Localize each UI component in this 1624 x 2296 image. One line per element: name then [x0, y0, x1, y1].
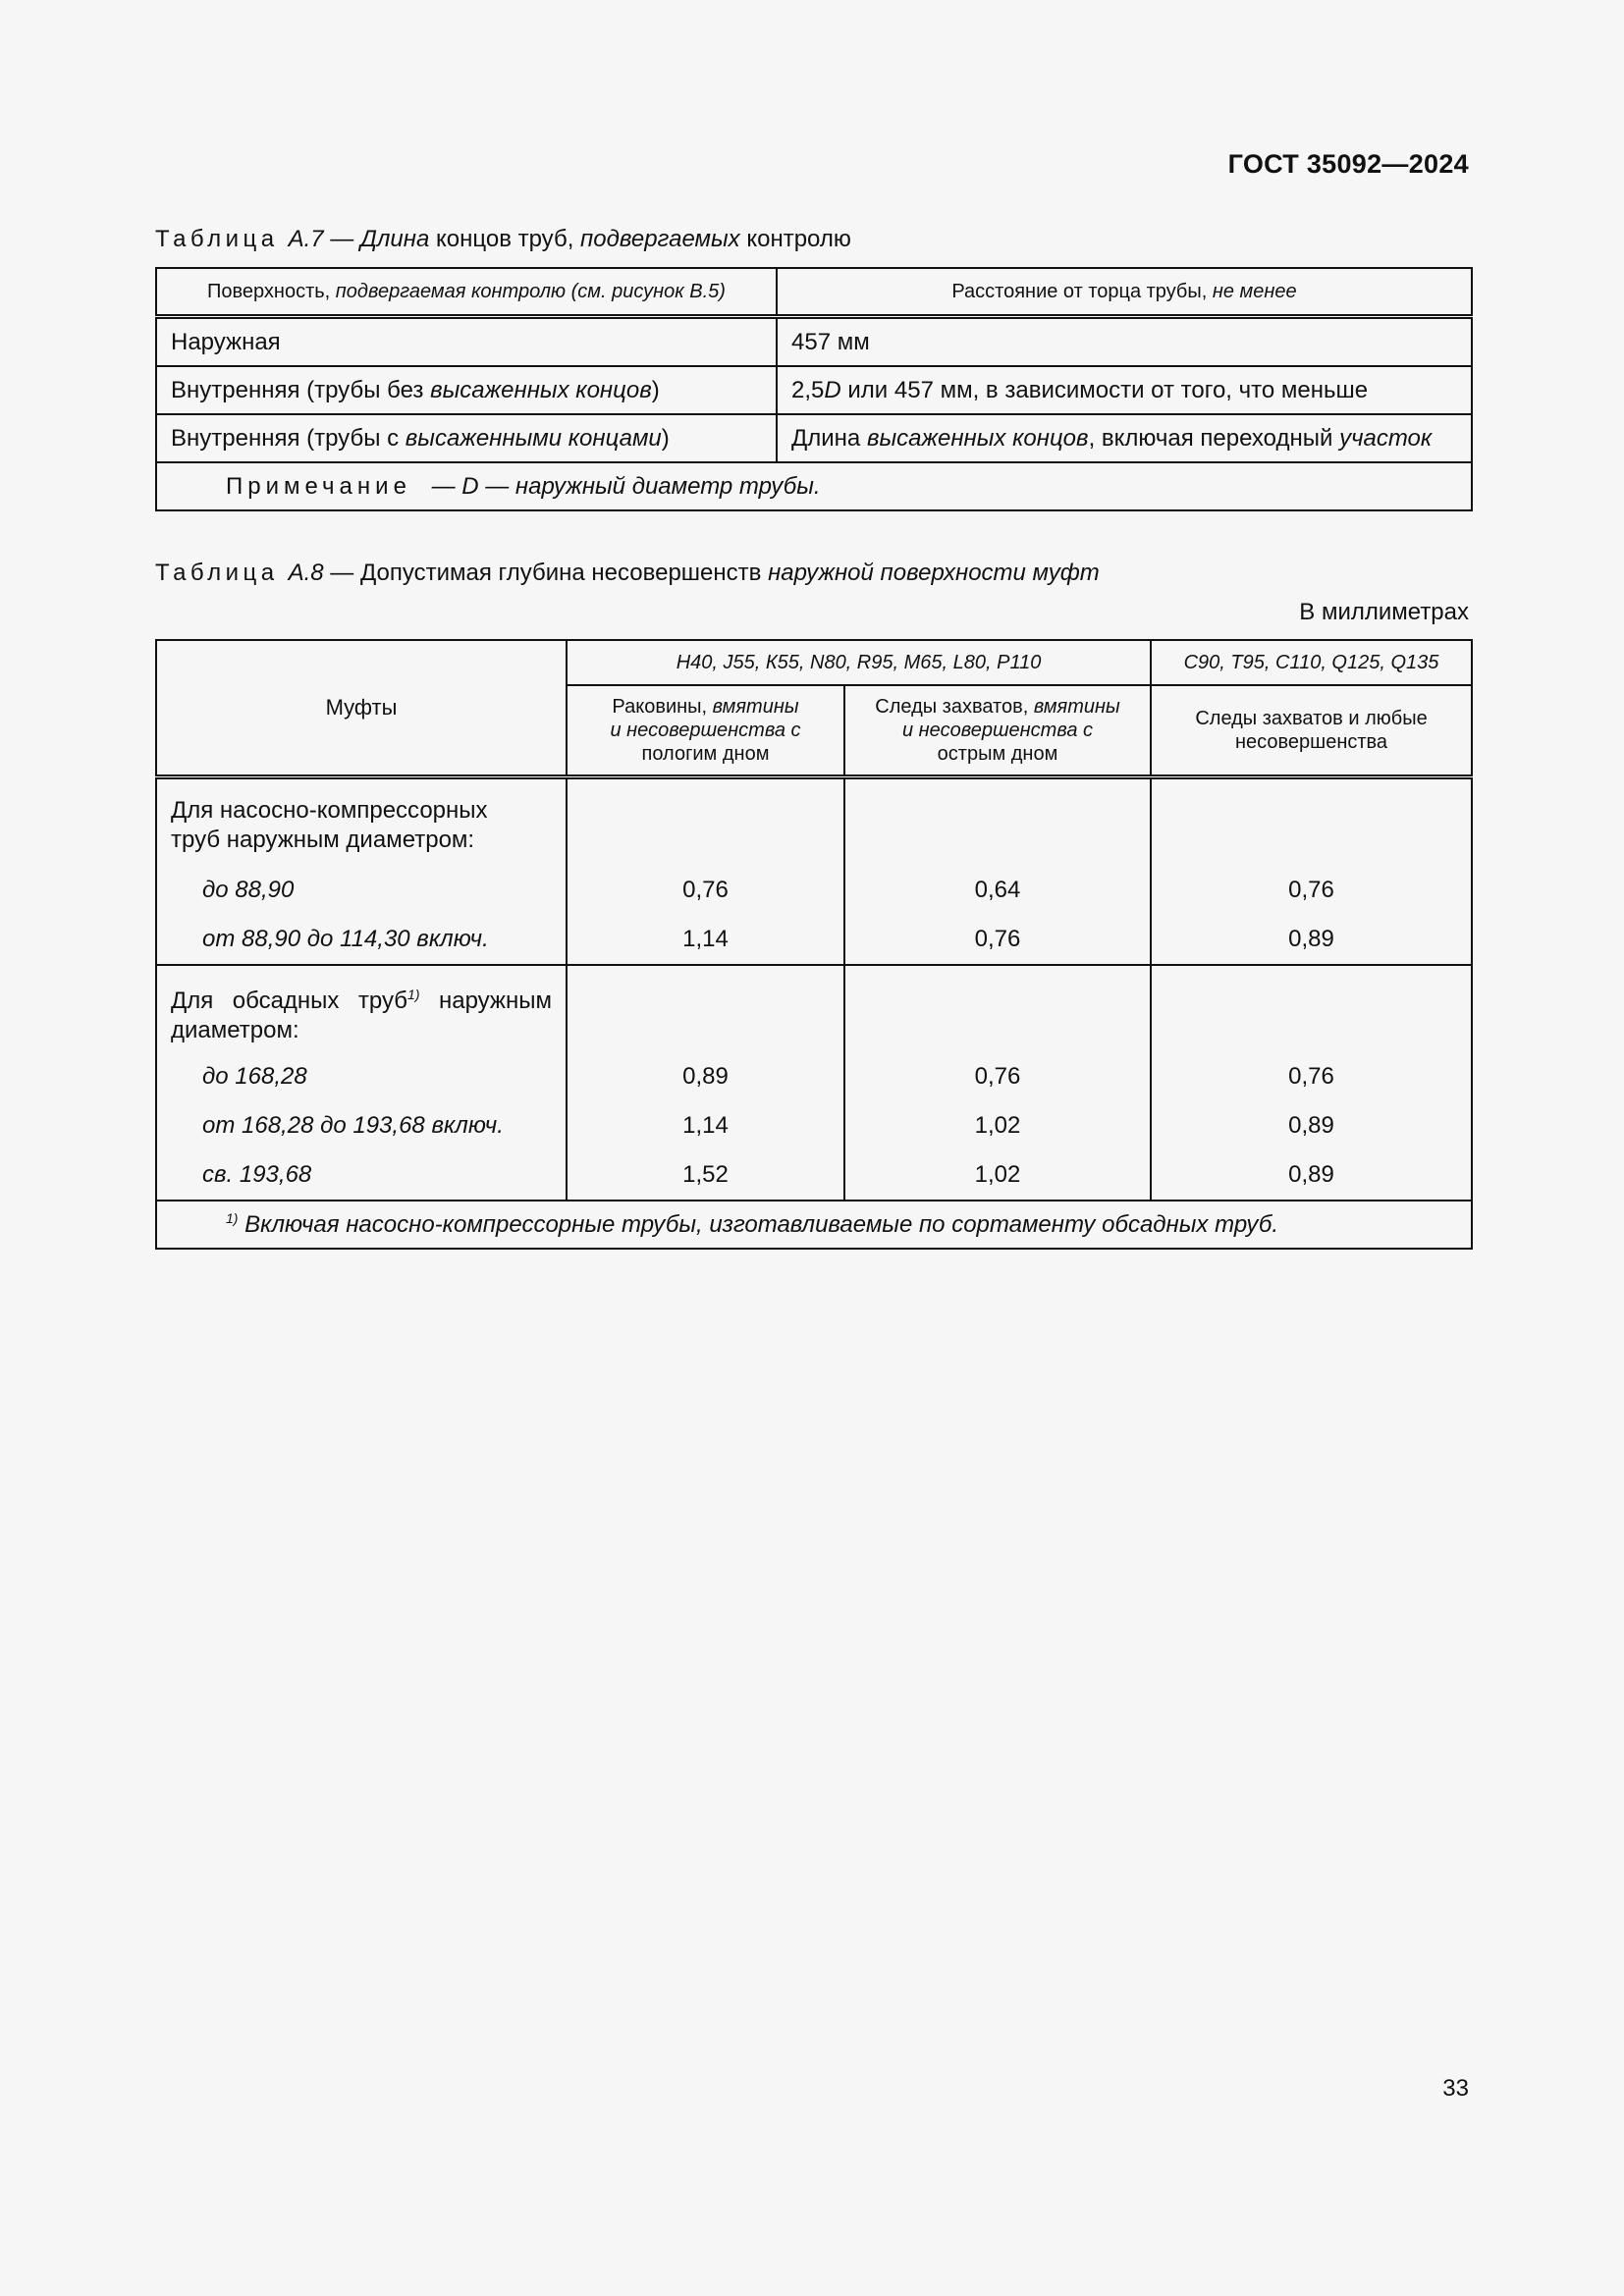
surface-cell: Наружная [156, 317, 777, 367]
value-cell: 1,14 [567, 915, 844, 965]
empty-cell [844, 965, 1151, 1052]
table-note: Примечание — D — наружный диаметр трубы. [156, 462, 1472, 510]
caption-word: Таблица [155, 560, 279, 586]
grade-group-header: С90, Т95, С110, Q125, Q135 [1151, 640, 1472, 685]
table-header-row [156, 640, 1472, 685]
value-cell: 0,89 [1151, 1101, 1472, 1150]
caption-word: Таблица [155, 226, 279, 252]
table-a7 [155, 267, 1473, 511]
caption-part: Длина [359, 226, 430, 252]
value-cell: 0,76 [567, 866, 844, 915]
caption-part: наружной поверхности муфт [768, 560, 1100, 586]
column-header-surface: Поверхность, подвергаемая контролю (см. рисунок В.5) [156, 268, 777, 317]
value-cell: 0,76 [844, 915, 1151, 965]
table-header-row [156, 268, 1472, 317]
value-cell: 0,76 [1151, 866, 1472, 915]
diameter-range: св. 193,68 [156, 1150, 567, 1201]
caption-number: А.7 [288, 226, 324, 252]
value-cell: 0,76 [1151, 1052, 1472, 1101]
document-code: ГОСТ 35092—2024 [1227, 149, 1469, 179]
table-row [156, 366, 1472, 414]
value-cell: 0,89 [1151, 1150, 1472, 1201]
table-footnote: $^{1)}$ Включая насосно-компрессорные трубы, изготавливаемые по сортаменту обсадных труб. [156, 1201, 1472, 1249]
surface-cell: Внутренняя (трубы без высаженных концов) [156, 366, 777, 414]
caption-part: — Допустимая глубина несовершенств [323, 560, 769, 586]
distance-cell: 457 мм [777, 317, 1472, 367]
group-heading: Для обсадных труб$^{1)}$ наружным диаметром: [156, 965, 567, 1052]
caption-part: концов труб, [429, 226, 581, 252]
distance-cell: Длина высаженных концов, включая переходный участок [777, 414, 1472, 462]
table-row [156, 1101, 1472, 1150]
value-cell: 1,02 [844, 1101, 1151, 1150]
table-row [156, 1150, 1472, 1201]
value-cell: 1,14 [567, 1101, 844, 1150]
value-cell: 0,89 [1151, 915, 1472, 965]
value-cell: 0,64 [844, 866, 1151, 915]
table-row [156, 866, 1472, 915]
empty-cell [1151, 965, 1472, 1052]
units-note: В миллиметрах [1299, 599, 1469, 625]
value-cell: 1,52 [567, 1150, 844, 1201]
defect-type-header: Следы захватов и любые несовершенства [1151, 685, 1472, 777]
value-cell: 1,02 [844, 1150, 1151, 1201]
empty-cell [1151, 777, 1472, 867]
table-footnote-row [156, 1201, 1472, 1249]
diameter-range: до 168,28 [156, 1052, 567, 1101]
table-row [156, 1052, 1472, 1101]
table-a7-caption [155, 226, 851, 253]
empty-cell [567, 777, 844, 867]
diameter-range: до 88,90 [156, 866, 567, 915]
value-cell: 0,89 [567, 1052, 844, 1101]
column-header-couplings: Муфты [156, 640, 567, 777]
table-row [156, 414, 1472, 462]
distance-cell: 2,5D или 457 мм, в зависимости от того, что меньше [777, 366, 1472, 414]
table-note-row [156, 462, 1472, 510]
table-a8-caption [155, 560, 1100, 587]
caption-part: подвергаемых [580, 226, 740, 252]
surface-cell: Внутренняя (трубы с высаженными концами) [156, 414, 777, 462]
empty-cell [567, 965, 844, 1052]
caption-part: контролю [739, 226, 851, 252]
empty-cell [844, 777, 1151, 867]
table-row [156, 317, 1472, 367]
caption-number: А.8 [288, 560, 324, 586]
diameter-range: от 168,28 до 193,68 включ. [156, 1101, 567, 1150]
defect-type-header: Раковины, вмятины и несовершенства с пологим дном [567, 685, 844, 777]
defect-type-header: Следы захватов, вмятины и несовершенства с острым дном [844, 685, 1151, 777]
table-row [156, 915, 1472, 965]
value-cell: 0,76 [844, 1052, 1151, 1101]
caption-dash: — [323, 226, 360, 252]
group-heading: Для насосно-компрессорных труб наружным диаметром: [156, 777, 567, 867]
diameter-range: от 88,90 до 114,30 включ. [156, 915, 567, 965]
page-number: 33 [1442, 2075, 1469, 2102]
group-heading-row [156, 965, 1472, 1052]
grade-group-header: Н40, J55, К55, N80, R95, М65, L80, Р110 [567, 640, 1151, 685]
column-header-distance: Расстояние от торца трубы, не менее [777, 268, 1472, 317]
table-a8 [155, 639, 1473, 1250]
group-heading-row [156, 777, 1472, 867]
